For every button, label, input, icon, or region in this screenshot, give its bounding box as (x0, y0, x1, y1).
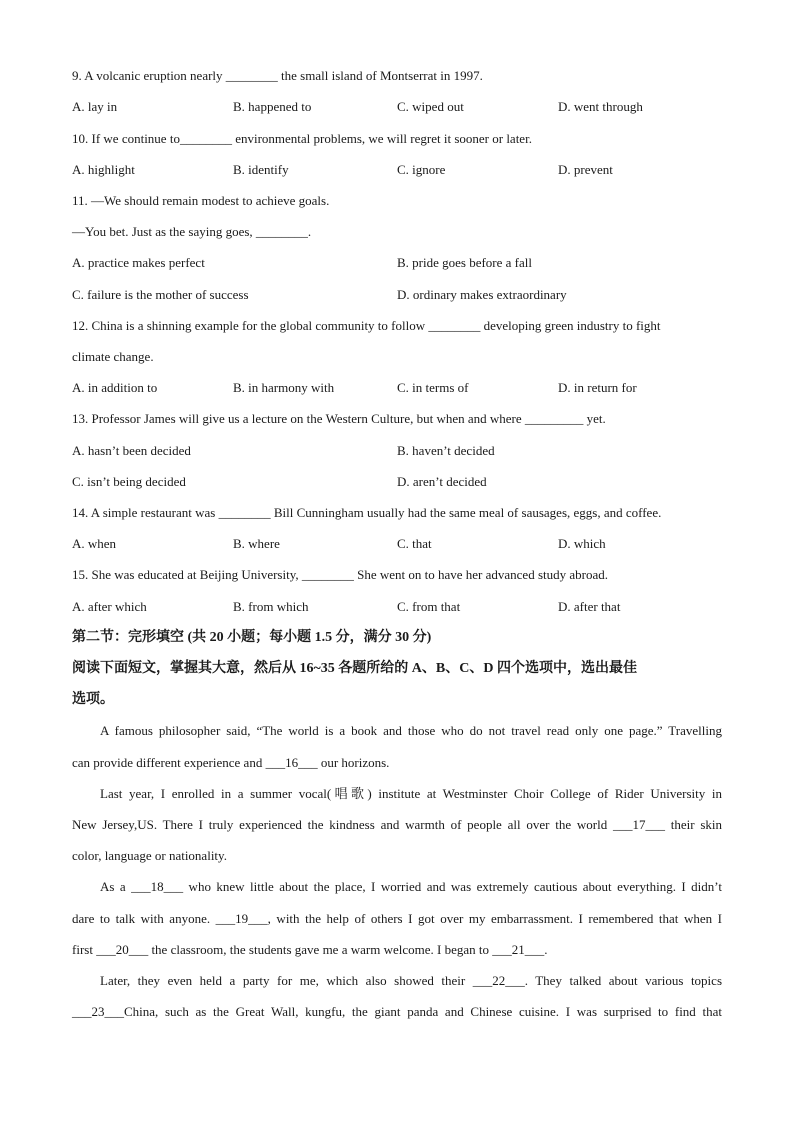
question-12-stem: 12. China is a shinning example for the global community to follow ________ developing green industry to fight (72, 318, 661, 333)
section-heading: 第二节：完形填空 (共 20 小题；每小题 1.5 分，满分 30 分) (72, 630, 432, 645)
question-9-stem: 9. A volcanic eruption nearly ________ the small island of Montserrat in 1997. (72, 68, 483, 83)
passage-line-4: New Jersey,US. There I truly experienced the kindness and warmth of people all over the world ___17___ their skin (72, 817, 722, 832)
question-13-stem: 13. Professor James will give us a lecture on the Western Culture, but when and where _________ yet. (72, 411, 606, 426)
question-12-stem-2: climate change. (72, 349, 154, 364)
q9-option-a: A. lay in (72, 99, 118, 114)
q13-option-c: C. isn’t being decided (72, 474, 186, 489)
passage-line-1: A famous philosopher said, “The world is a book and those who do not travel read only one page.” Travelling (100, 723, 722, 738)
q13-option-d: D. aren’t decided (397, 474, 487, 489)
passage-line-6: As a ___18___ who knew little about the place, I worried and was extremely cautious about everything. I didn’t (100, 879, 722, 894)
q13-option-b: B. haven’t decided (397, 443, 495, 458)
q15-option-d: D. after that (558, 599, 621, 614)
question-14-stem: 14. A simple restaurant was ________ Bill Cunningham usually had the same meal of sausages, eggs, and coffee. (72, 505, 662, 520)
q12-option-c: C. in terms of (397, 380, 469, 395)
q11-option-a: A. practice makes perfect (72, 255, 205, 270)
q12-option-d: D. in return for (558, 380, 637, 395)
passage-line-7: dare to talk with anyone. ___19___, with the help of others I got over my embarrassment. I remembered that when I (72, 911, 722, 926)
q10-option-a: A. highlight (72, 162, 135, 177)
q11-option-d: D. ordinary makes extraordinary (397, 287, 567, 302)
question-11-stem-2: —You bet. Just as the saying goes, ________. (72, 224, 312, 239)
q9-option-d: D. went through (558, 99, 643, 114)
q12-option-b: B. in harmony with (233, 380, 335, 395)
question-15-stem: 15. She was educated at Beijing University, ________ She went on to have her advanced study abroad. (72, 567, 608, 582)
q14-option-b: B. where (233, 536, 280, 551)
passage-line-9: Later, they even held a party for me, which also showed their ___22___. They talked about various topics (100, 973, 722, 988)
q15-option-c: C. from that (397, 599, 461, 614)
q10-option-c: C. ignore (397, 162, 446, 177)
section-instruction-line1: 阅读下面短文，掌握其大意，然后从 16~35 各题所给的 A、B、C、D 四个选项中，选出最佳 (72, 661, 637, 676)
q12-option-a: A. in addition to (72, 380, 158, 395)
q10-option-d: D. prevent (558, 162, 613, 177)
q11-option-c: C. failure is the mother of success (72, 287, 249, 302)
q14-option-d: D. which (558, 536, 606, 551)
question-10-stem: 10. If we continue to________ environmental problems, we will regret it sooner or later. (72, 131, 532, 146)
passage-line-10: ___23___China, such as the Great Wall, kungfu, the giant panda and Chinese cuisine. I was surprised to find that (72, 1004, 722, 1019)
q11-option-b: B. pride goes before a fall (397, 255, 533, 270)
passage-line-5: color, language or nationality. (72, 848, 227, 863)
question-11-stem: 11. —We should remain modest to achieve goals. (72, 193, 330, 208)
q9-option-c: C. wiped out (397, 99, 464, 114)
passage-line-2: can provide different experience and ___16___ our horizons. (72, 755, 390, 770)
passage-line-8: first ___20___ the classroom, the students gave me a warm welcome. I began to ___21___. (72, 942, 548, 957)
q14-option-c: C. that (397, 536, 432, 551)
section-instruction-line2: 选项。 (72, 692, 114, 707)
q10-option-b: B. identify (233, 162, 289, 177)
q15-option-a: A. after which (72, 599, 147, 614)
q14-option-a: A. when (72, 536, 117, 551)
q15-option-b: B. from which (233, 599, 309, 614)
q9-option-b: B. happened to (233, 99, 312, 114)
q13-option-a: A. hasn’t been decided (72, 443, 191, 458)
passage-line-3: Last year, I enrolled in a summer vocal(唱歌) institute at Westminster Choir College of Rider University in (100, 786, 722, 801)
